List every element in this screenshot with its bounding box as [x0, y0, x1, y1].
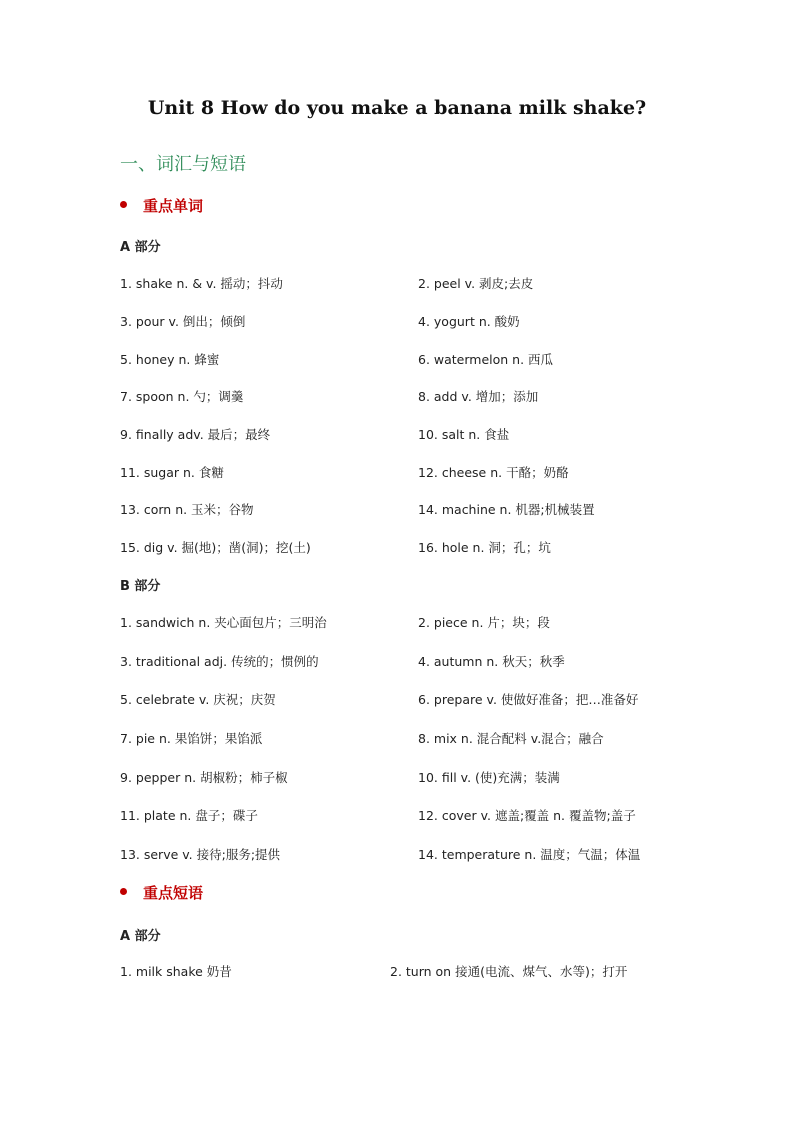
word-entry: 14. machine n. 机器;机械装置	[418, 502, 595, 517]
word-entry: 12. cheese n. 干酪；奶酪	[418, 465, 569, 480]
word-entry: 14. temperature n. 温度；气温；体温	[418, 847, 641, 862]
word-entry: 12. cover v. 遮盖;覆盖 n. 覆盖物;盖子	[418, 808, 636, 823]
word-entry: 15. dig v. 掘(地)；凿(洞)；挖(土)	[120, 540, 311, 555]
word-entry: 16. hole n. 洞；孔；坑	[418, 540, 551, 555]
word-entry: 3. pour v. 倒出；倾倒	[120, 314, 246, 329]
word-entry: 5. honey n. 蜂蜜	[120, 352, 220, 367]
page-title: Unit 8 How do you make a banana milk shake?	[147, 97, 647, 119]
word-entry: 1. sandwich n. 夹心面包片；三明治	[120, 615, 327, 630]
word-entry: 8. add v. 增加；添加	[418, 389, 539, 404]
word-entry: 10. fill v. (使)充满；装满	[418, 770, 560, 785]
key-words-heading	[120, 195, 203, 216]
word-entry: 1. shake n. & v. 摇动；抖动	[120, 276, 283, 291]
word-entry: 7. spoon n. 勺；调羹	[120, 389, 244, 404]
bullet-icon	[120, 888, 127, 895]
word-entry: 11. plate n. 盘子；碟子	[120, 808, 258, 823]
word-entry: 6. watermelon n. 西瓜	[418, 352, 554, 367]
phrases-part-a-label: A 部分	[120, 929, 161, 944]
key-words-heading-label: 重点单词	[143, 197, 204, 215]
word-entry: 10. salt n. 食盐	[418, 427, 510, 442]
word-entry: 5. celebrate v. 庆祝；庆贺	[120, 692, 276, 707]
word-entry: 4. yogurt n. 酸奶	[418, 314, 520, 329]
word-entry: 13. corn n. 玉米；谷物	[120, 502, 254, 517]
bullet-icon	[120, 201, 127, 208]
word-entry: 6. prepare v. 使做好准备；把…准备好	[418, 692, 639, 707]
word-entry: 2. peel v. 剥皮;去皮	[418, 276, 534, 291]
word-entry: 9. finally adv. 最后；最终	[120, 427, 271, 442]
part-a-label: A 部分	[120, 240, 161, 255]
word-entry: 2. piece n. 片；块；段	[418, 615, 550, 630]
word-entry: 3. traditional adj. 传统的；惯例的	[120, 654, 319, 669]
phrase-entry: 1. milk shake 奶昔	[120, 964, 232, 979]
key-phrases-heading-label: 重点短语	[143, 884, 204, 902]
word-entry: 7. pie n. 果馅饼；果馅派	[120, 731, 263, 746]
word-entry: 9. pepper n. 胡椒粉；柿子椒	[120, 770, 288, 785]
word-entry: 11. sugar n. 食糖	[120, 465, 224, 480]
word-entry: 4. autumn n. 秋天；秋季	[418, 654, 565, 669]
part-b-label: B 部分	[120, 579, 161, 594]
word-entry: 13. serve v. 接待;服务;提供	[120, 847, 281, 862]
section-heading-vocabulary: 一、词汇与短语	[120, 154, 246, 175]
key-phrases-heading	[120, 882, 203, 903]
word-entry: 8. mix n. 混合配料 v.混合；融合	[418, 731, 604, 746]
phrase-entry: 2. turn on 接通(电流、煤气、水等)；打开	[390, 964, 628, 979]
